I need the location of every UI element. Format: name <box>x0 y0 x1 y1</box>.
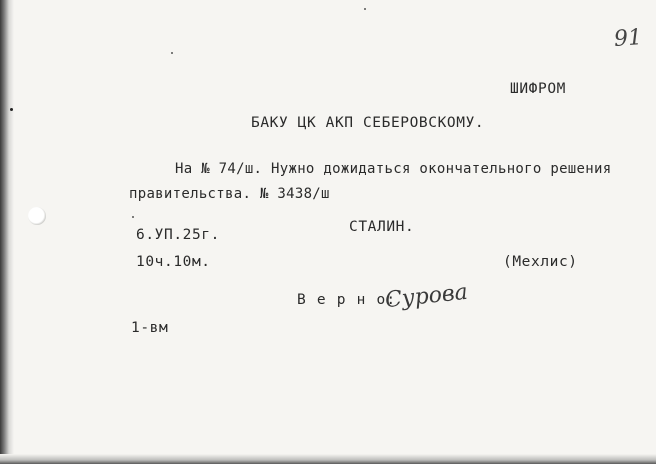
ink-speck <box>364 8 366 10</box>
punch-hole <box>28 207 46 225</box>
date-line: 6.УП.25г. <box>136 227 220 243</box>
typist-name: (Мехлис) <box>503 254 578 270</box>
body-line-2: правительства. № 3438/ш <box>129 186 330 202</box>
signature-stalin: СТАЛИН. <box>349 219 415 235</box>
body-line-1: На № 74/ш. Нужно дожидаться окончательного решения <box>175 161 612 177</box>
copy-note: 1-вм <box>131 320 169 336</box>
ink-speck <box>171 52 173 54</box>
scan-bottom-edge <box>0 454 656 464</box>
time-line: 10ч.10м. <box>136 254 211 270</box>
addressee-line: БАКУ ЦК АКП СЕБЕРОВСКОМУ. <box>251 115 485 131</box>
ink-speck <box>10 108 13 111</box>
archive-page-number: 91 <box>613 25 643 52</box>
verno-handwritten-signature: Сурова <box>383 279 469 314</box>
header-shifrom: ШИФРОМ <box>510 81 566 97</box>
scan-left-edge <box>0 0 14 464</box>
ink-speck <box>132 216 134 218</box>
verno-label: В е р н о: <box>297 292 397 308</box>
